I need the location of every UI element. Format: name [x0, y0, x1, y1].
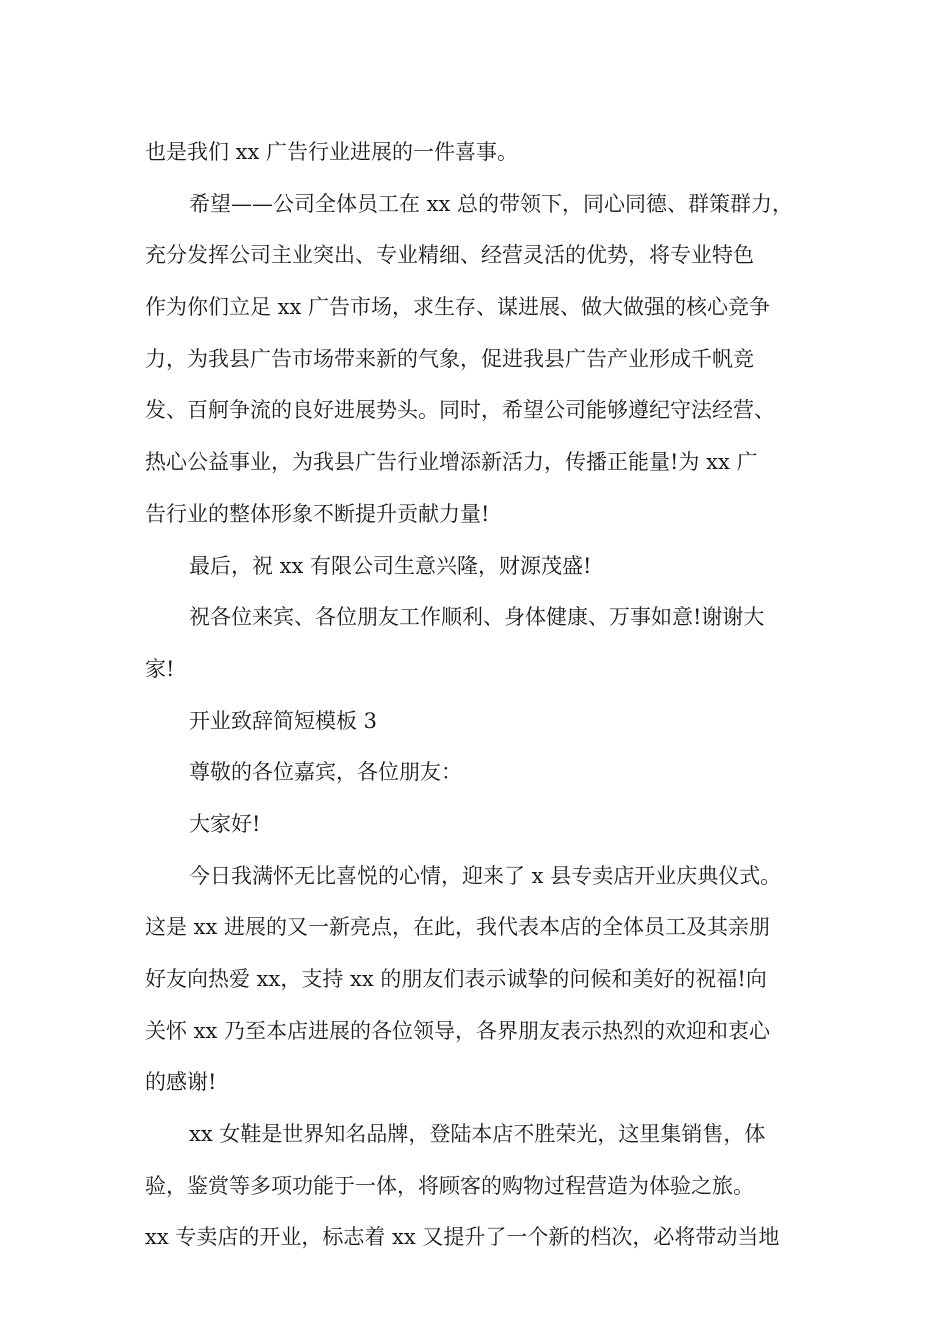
text-line: 的感谢! [145, 1070, 217, 1095]
salutation-line: 尊敬的各位嘉宾，各位朋友： [189, 760, 462, 785]
text-line: 告行业的整体形象不断提升贡献力量! [145, 501, 490, 526]
text-line: xx 专卖店的开业，标志着 xx 又提升了一个新的档次，必将带动当地 [145, 1225, 780, 1250]
text-line: 今日我满怀无比喜悦的心情，迎来了 x 县专卖店开业庆典仪式。 [189, 863, 782, 888]
text-line: 充分发挥公司主业突出、专业精细、经营灵活的优势，将专业特色 [145, 243, 754, 268]
text-line: 也是我们 xx 广告行业进展的一件喜事。 [145, 140, 519, 164]
greeting-line: 大家好! [189, 811, 261, 836]
text-line: 祝各位来宾、各位朋友工作顺利、身体健康、万事如意!谢谢大 [189, 605, 765, 630]
text-line: 这是 xx 进展的又一新亮点，在此，我代表本店的全体员工及其亲朋 [145, 915, 771, 940]
text-line: 热心公益事业，为我县广告行业增添新活力，传播正能量!为 xx 广 [145, 450, 758, 475]
text-line: 验，鉴赏等多项功能于一体，将顾客的购物过程营造为体验之旅。 [145, 1173, 754, 1198]
document-body [145, 127, 825, 1264]
text-line: 好友向热爱 xx，支持 xx 的朋友们表示诚挚的问候和美好的祝福!向 [145, 967, 767, 991]
text-line: xx 女鞋是世界知名品牌，登陆本店不胜荣光，这里集销售，体 [189, 1122, 766, 1147]
text-line: 作为你们立足 xx 广告市场，求生存、谋进展、做大做强的核心竞争 [145, 295, 771, 320]
text-line: 最后，祝 xx 有限公司生意兴隆，财源茂盛! [189, 553, 592, 578]
section-heading: 开业致辞简短模板 3 [189, 708, 378, 733]
text-line: 发、百舸争流的良好进展势头。同时，希望公司能够遵纪守法经营、 [145, 398, 775, 423]
text-line: 力，为我县广告市场带来新的气象，促进我县广告产业形成千帆竞 [145, 346, 754, 371]
text-line: 家! [145, 656, 175, 681]
text-line: 关怀 xx 乃至本店进展的各位领导，各界朋友表示热烈的欢迎和衷心 [145, 1018, 771, 1043]
text-line: 希望——公司全体员工在 xx 总的带领下，同心同德、群策群力， [189, 191, 794, 216]
